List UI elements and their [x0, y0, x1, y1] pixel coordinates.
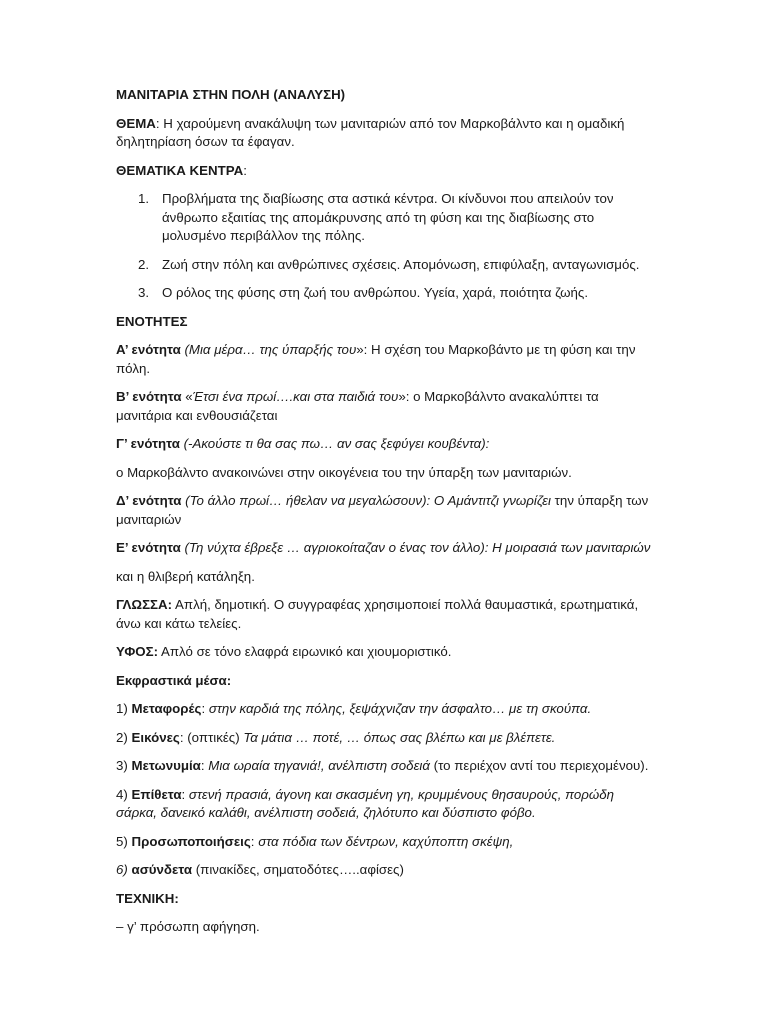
device-label: ασύνδετα — [127, 862, 193, 877]
device-examples: Τα μάτια … ποτέ, … όπως σας βλέπω και με βλέπετε. — [243, 729, 556, 745]
document-title: ΜΑΝΙΤΑΡΙΑ ΣΤΗΝ ΠΟΛΗ (ΑΝΑΛΥΣΗ) — [116, 87, 346, 102]
language-paragraph — [116, 596, 656, 633]
device-label: Επίθετα — [131, 786, 182, 802]
section-c-quote: (-Ακούστε τι θα σας πω… αν σας ξεφύγει κουβέντα): — [179, 436, 490, 451]
device-examples: Μια ωραία τηγανιά!, ανέλπιστη σοδειά — [208, 758, 430, 773]
device-colon: : — [201, 701, 206, 716]
section-d-text: την ύπαρξη των μανιταριών — [116, 493, 649, 527]
device-examples: στα πόδια των δέντρων, καχύποπτη σκέψη, — [258, 833, 514, 849]
device-examples: στην καρδιά της πόλης, ξεψάχνιζαν την άσφαλτο… με τη σκούπα. — [205, 701, 592, 716]
device-label: Μετωνυμία — [131, 758, 201, 773]
centers-label: ΘΕΜΑΤΙΚΑ ΚΕΝΤΡΑ — [116, 162, 244, 178]
section-b-text: »: ο Μαρκοβάλντο ανακαλύπτει τα μανιτάρια και ενθουσιάζεται — [116, 389, 599, 423]
device-label: Εικόνες — [131, 729, 180, 745]
technique-heading: ΤΕΧΝΙΚΗ: — [116, 890, 179, 906]
thematic-centers-list — [116, 190, 656, 303]
section-d-quote: (Το άλλο πρωί… ήθελαν να μεγαλώσουν): Ο Αμάντιτζι γνωρίζει — [181, 493, 551, 508]
list-number: 3. — [138, 285, 150, 300]
device-number: 1) — [116, 701, 132, 716]
device-item — [116, 729, 656, 748]
section-d-label: Δ’ ενότητα — [116, 493, 182, 508]
language-text: Απλή, δημοτική. Ο συγγραφέας χρησιμοποιεί πολλά θαυμαστικά, ερωτηματικά, άνω και κάτω τελείες. — [116, 597, 639, 631]
document-body — [116, 86, 656, 947]
list-number: 1. — [138, 191, 150, 206]
device-item — [116, 757, 656, 776]
device-colon: : — [179, 729, 184, 745]
device-note: (οπτικές) — [183, 729, 244, 745]
device-number: 2) — [116, 729, 132, 745]
section-c-description: ο Μαρκοβάλντο ανακοινώνει στην οικογένεια του την ύπαρξη των μανιταριών. — [116, 464, 572, 480]
device-note: (το περιέχον αντί του περιεχομένου). — [429, 758, 649, 773]
sections-heading: ΕΝΟΤΗΤΕΣ — [116, 313, 188, 329]
device-number: 4) — [116, 786, 132, 802]
device-number: 3) — [116, 758, 132, 773]
theme-label: ΘΕΜΑ — [116, 115, 156, 131]
list-text: Προβλήματα της διαβίωσης στα αστικά κέντρα. Οι κίνδυνοι που απειλούν τον άνθρωπο εξαιτίας της απομάκρυνσης από τη φύση και της διαβίωσης στο μολυσμένο περιβάλλον της πόλης. — [162, 191, 614, 243]
list-item — [116, 284, 656, 303]
section-a-text: »: Η σχέση του Μαρκοβάντο με τη φύση και την πόλη. — [116, 342, 636, 376]
theme-text: : Η χαρούμενη ανακάλυψη των μανιταριών από τον Μαρκοβάλντο και η ομαδική δηλητηρίαση όσων τα έφαγαν. — [116, 115, 625, 149]
section-c-label: Γ’ ενότητα — [116, 436, 180, 451]
language-label: ΓΛΩΣΣΑ: — [116, 597, 173, 612]
devices-heading: Εκφραστικά μέσα: — [116, 672, 232, 688]
technique-text: – γ’ πρόσωπη αφήγηση. — [116, 919, 260, 934]
device-item — [116, 700, 656, 719]
list-text: Ζωή στην πόλη και ανθρώπινες σχέσεις. Απομόνωση, επιφύλαξη, ανταγωνισμός. — [162, 256, 640, 272]
section-d — [116, 492, 656, 529]
section-a — [116, 341, 656, 378]
list-item — [116, 256, 656, 275]
section-e-label: Ε’ ενότητα — [116, 540, 181, 555]
section-e-quote: (Τη νύχτα έβρεξε … αγριοκοίταζαν ο ένας τον άλλο): Η μοιρασιά των μανιταριών — [180, 540, 651, 555]
device-number: 5) — [116, 833, 132, 849]
centers-heading — [116, 162, 656, 181]
style-text: Απλό σε τόνο ελαφρά ειρωνικό και χιουμοριστικό. — [158, 644, 452, 659]
device-colon: : — [181, 786, 186, 802]
style-label: ΥΦΟΣ: — [116, 644, 159, 659]
section-b-quote: Έτσι ένα πρωί….και στα παιδιά του — [192, 389, 399, 404]
section-a-label: Α’ ενότητα — [116, 342, 181, 357]
list-item — [116, 190, 656, 246]
section-a-quote: (Μια μέρα… της ύπαρξής του — [180, 342, 357, 357]
centers-colon: : — [243, 162, 247, 178]
device-item — [116, 861, 656, 880]
device-item — [116, 786, 656, 823]
device-note: (πινακίδες, σηματοδότες…..αφίσες) — [192, 862, 404, 877]
section-c — [116, 435, 656, 454]
section-e-description: και η θλιβερή κατάληξη. — [116, 568, 255, 584]
list-number: 2. — [138, 256, 150, 272]
section-b-label: Β’ ενότητα — [116, 389, 182, 404]
device-label: Μεταφορές — [131, 701, 202, 716]
device-colon: : — [250, 833, 255, 849]
style-paragraph — [116, 643, 656, 662]
section-b-open-quote: « — [181, 389, 193, 404]
device-label: Προσωποποιήσεις — [131, 833, 251, 849]
device-examples: στενή πρασιά, άγονη και σκασμένη γη, κρυμμένους θησαυρούς, πορώδη σάρκα, δανεικό καλάθι, ανέλπιστη σοδειά, ζηλότυπο και δύσπιστο φόβο. — [116, 786, 615, 820]
section-e — [116, 539, 656, 558]
device-number: 6) — [116, 862, 128, 877]
theme-paragraph — [116, 115, 656, 152]
device-item — [116, 833, 656, 852]
list-text: Ο ρόλος της φύσης στη ζωή του ανθρώπου. Υγεία, χαρά, ποιότητα ζωής. — [162, 285, 589, 300]
section-b — [116, 388, 656, 425]
device-colon: : — [200, 758, 205, 773]
